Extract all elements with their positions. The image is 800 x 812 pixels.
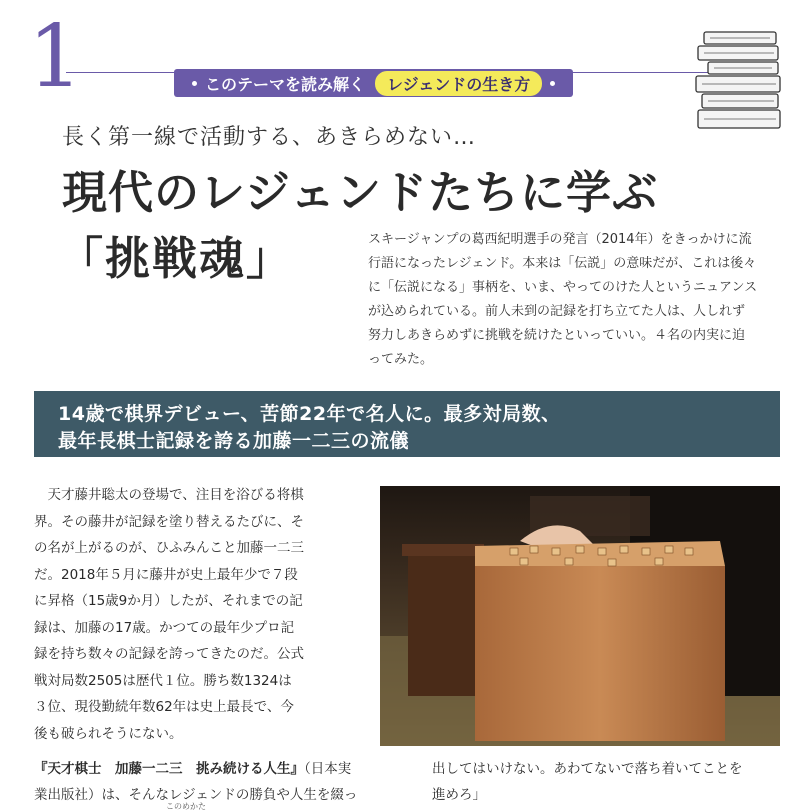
theme-label: このテーマを読み解く xyxy=(205,74,366,94)
book-quote-text: （日本実 xyxy=(304,761,352,777)
book-title: 『天才棋士 加藤一二三 挑み続ける人生』 xyxy=(34,761,304,777)
body-line: 進めろ」 xyxy=(432,787,486,803)
theme-highlight: レジェンドの生き方 xyxy=(375,71,542,96)
ruby-annotation: このめかた xyxy=(166,802,206,811)
intro-line: 努力しあきらめずに挑戦を続けたといっていい。４名の内実に迫 xyxy=(368,328,746,343)
body-line: 録は、加藤の17歳。かつての最年少プロ記 xyxy=(34,619,295,636)
body-line: 録を持ち数々の記録を誇ってきたのだ。公式 xyxy=(34,646,304,662)
body-line: の名が上がるのが、ひふみんこと加藤一二三 xyxy=(34,540,304,556)
section-heading xyxy=(34,391,780,457)
body-line: 後も破られそうにない。 xyxy=(34,725,183,742)
section-heading-line: 14歳で棋界デビュー、苦節22年で名人に。最多対局数、 xyxy=(58,403,561,425)
body-line: だ。2018年５月に藤井が史上最年少で７段 xyxy=(34,566,298,583)
intro-line: が込められている。前人未到の記録を打ち立てた人は、人しれず xyxy=(368,304,746,319)
chapter-number: 1 xyxy=(28,7,83,107)
book-quote-text: 業出版社）は、そんなレジェンドの勝負や人生を綴っ xyxy=(34,787,358,803)
body-line: 界。その藤井が記録を塗り替えるたびに、そ xyxy=(34,513,304,530)
stacked-books-illustration xyxy=(690,26,790,134)
lead-text: 長く第一線で活動する、あきらめない… xyxy=(62,125,477,150)
page-title-2: 「挑戦魂」 xyxy=(58,232,294,285)
body-line: ３位、現役勤続年数62年は史上最長で、今 xyxy=(34,699,294,715)
page-title: 現代のレジェンドたちに学ぶ xyxy=(62,166,658,219)
body-line: 天才藤井聡太の登場で、注目を浴びる将棋 xyxy=(34,487,304,503)
intro-line: ってみた。 xyxy=(368,352,434,367)
body-line: 出してはいけない。あわてないで落ち着いてことを xyxy=(432,761,743,777)
intro-paragraph xyxy=(368,228,778,372)
intro-line: スキージャンプの葛西紀明選手の発言（2014年）をきっかけに流 xyxy=(368,232,752,247)
right-column-text xyxy=(432,756,782,808)
book-quote xyxy=(34,756,404,808)
bullet-dot xyxy=(550,81,555,86)
intro-line: に「伝説になる」事柄を、いま、やってのけた人というニュアンス xyxy=(368,280,758,295)
intro-line: 行語になったレジェンド。本来は「伝説」の意味だが、これは後々 xyxy=(368,256,757,271)
body-line: に昇格（15歳9か月）したが、それまでの記 xyxy=(34,593,303,609)
bullet-dot xyxy=(192,81,197,86)
body-text xyxy=(34,482,334,747)
section-heading-line: 最年長棋士記録を誇る加藤一二三の流儀 xyxy=(58,430,410,452)
theme-banner xyxy=(174,69,573,97)
shogi-board-photo xyxy=(380,486,780,746)
body-line: 戦対局数2505は歴代１位。勝ち数1324は xyxy=(34,672,292,689)
